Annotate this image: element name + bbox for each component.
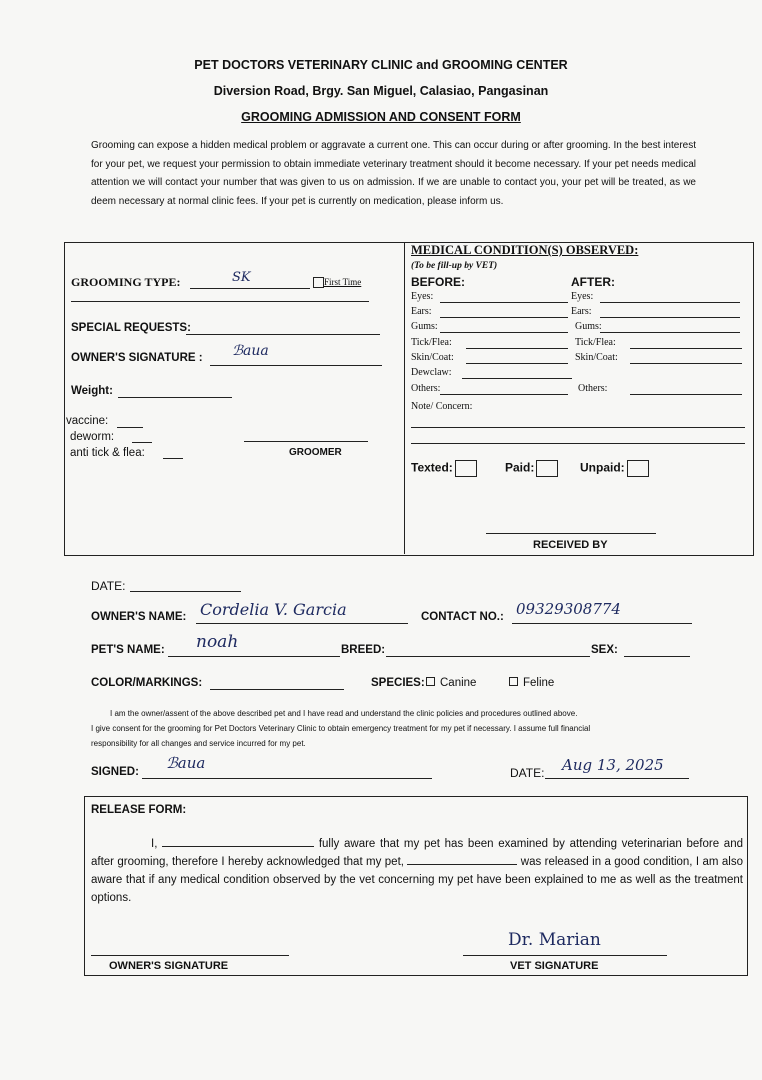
special-requests-label: SPECIAL REQUESTS: [71, 322, 191, 334]
before-item: Skin/Coat: [411, 352, 454, 363]
breed-label: BREED: [341, 644, 386, 656]
before-item: Others: [411, 383, 441, 394]
medical-title: MEDICAL CONDITION(S) OBSERVED: [411, 243, 639, 257]
unpaid-checkbox[interactable] [627, 460, 649, 477]
release-paragraph: I, fully aware that my pet has been examined by attending veterinarian before and after grooming, therefore I hereby acknowledged that my pet, was released in a good condition, I am also aware that if any medical condition observed by the vet concerning my pet have been explained to me as well as the treatment options. [91, 838, 743, 904]
texted-checkbox[interactable] [455, 460, 477, 477]
first-time-checkbox[interactable] [313, 277, 324, 288]
contact-value[interactable]: 09329308774 [516, 600, 621, 618]
first-time-label: First Time [324, 277, 362, 287]
before-item: Gums: [411, 321, 438, 332]
medical-subtitle: (To be fill-up by VET) [411, 261, 498, 271]
date-label: DATE: [91, 579, 126, 593]
form-title: GROOMING ADMISSION AND CONSENT FORM [241, 110, 521, 124]
consent-line-2: I give consent for the grooming for Pet Doctors Veterinary Clinic to obtain emergency treatment for my pet if necessary. I assume full financial [91, 724, 591, 733]
vaccine-label: vaccine: [66, 415, 109, 427]
owner-name-label: OWNER'S NAME: [91, 611, 187, 623]
signed-label: SIGNED: [91, 766, 139, 778]
canine-option[interactable]: Canine [426, 677, 476, 689]
owner-signature-value[interactable]: ℬaua [232, 343, 269, 359]
intro-paragraph: Grooming can expose a hidden medical problem or aggravate a current one. This can occur during or after grooming. In the best interest for your pet, we request your permission to obtain immediate veterinary treatment should it become necessary. If your pet needs medical attention we will contact your number that was given to us on admission. If we are unable to contact you, your pet will be treated, as we deem necessary at normal clinic fees. If your pet is currently on medication, please inform us. [91, 140, 696, 207]
consent-line-3: responsibility for all changes and service incurred for my pet. [91, 739, 306, 748]
release-title: RELEASE FORM: [91, 804, 187, 816]
before-item: Ears: [411, 306, 432, 317]
after-item: Skin/Coat: [575, 352, 618, 363]
paid-checkbox[interactable] [536, 460, 558, 477]
after-item: Gums: [575, 321, 602, 332]
deworm-label: deworm: [70, 431, 115, 443]
anti-tick-label: anti tick & flea: [70, 447, 145, 459]
before-item: Tick/Flea: [411, 337, 452, 348]
owner-signature-label: OWNER'S SIGNATURE : [71, 352, 203, 364]
pet-name-label: PET'S NAME: [91, 644, 165, 656]
after-item: Others: [578, 383, 608, 394]
weight-label: Weight: [71, 385, 113, 397]
texted-label: Texted: [411, 460, 477, 477]
before-heading: BEFORE: [411, 275, 465, 289]
received-by-label: RECEIVED BY [533, 539, 608, 551]
after-heading: AFTER: [571, 275, 615, 289]
after-item: Tick/Flea: [575, 337, 616, 348]
owner-name-value[interactable]: Cordelia V. Garcia [200, 600, 347, 619]
color-markings-label: COLOR/MARKINGS: [91, 677, 203, 689]
clinic-address: Diversion Road, Brgy. San Miguel, Calasiao, Pangasinan [213, 84, 549, 98]
consent-date-value[interactable]: Aug 13, 2025 [562, 756, 664, 774]
pet-name-value[interactable]: noah [196, 632, 239, 652]
after-item: Ears: [571, 306, 592, 317]
before-item: Eyes: [411, 291, 434, 302]
unpaid-label: Unpaid: [580, 460, 649, 477]
release-owner-signature-label: OWNER'S SIGNATURE [109, 960, 229, 972]
grooming-type-value[interactable]: SK [232, 270, 251, 285]
box-divider [404, 243, 405, 554]
clinic-name: PET DOCTORS VETERINARY CLINIC and GROOMING CENTER [194, 58, 568, 72]
before-item: Dewclaw: [411, 367, 452, 378]
consent-line-1: I am the owner/assent of the above described pet and I have read and understand the clinic policies and procedures outlined above. [110, 709, 578, 718]
after-item: Eyes: [571, 291, 594, 302]
paid-label: Paid: [505, 460, 558, 477]
signed-value[interactable]: ℬaua [166, 754, 206, 772]
groomer-label: GROOMER [289, 447, 342, 458]
contact-label: CONTACT NO.: [421, 611, 504, 623]
sex-label: SEX: [591, 644, 618, 656]
consent-date-label: DATE: [510, 766, 545, 780]
species-label: SPECIES: [371, 677, 425, 689]
vet-signature-label: VET SIGNATURE [510, 960, 599, 972]
feline-option[interactable]: Feline [509, 677, 554, 689]
vet-signature-value[interactable]: Dr. Marian [508, 930, 601, 950]
grooming-type-label: GROOMING TYPE: [71, 275, 181, 289]
note-concern-label: Note/ Concern: [411, 401, 473, 412]
